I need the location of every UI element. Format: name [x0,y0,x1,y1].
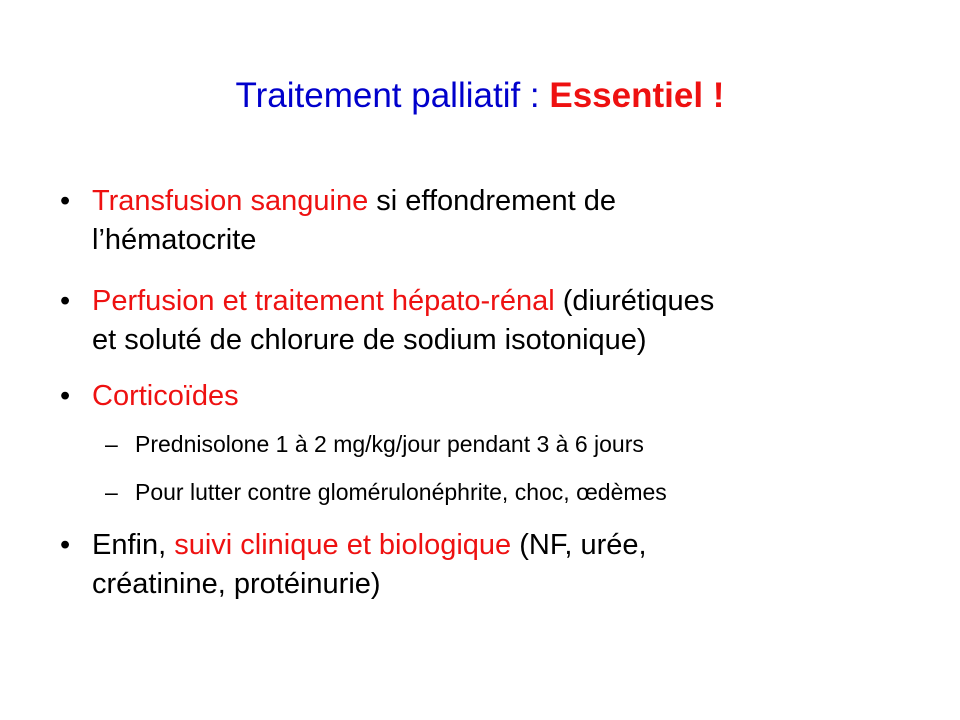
bullet-line [92,526,912,565]
title-main: Traitement palliatif : [235,76,550,115]
bullet-highlight: Corticoïdes [92,380,239,412]
bullet-transfusion [60,182,912,260]
bullet-marker: • [60,529,71,561]
bullet-text: (diurétiques [554,285,715,317]
title-accent: Essentiel ! [549,76,725,115]
sub-bullet-text: Pour lutter contre glomérulonéphrite, choc, œdèmes [135,479,667,505]
sub-bullet-marker: – [105,479,118,505]
bullet-marker: • [60,285,71,317]
bullet-text: si effondrement de [368,185,616,217]
sub-bullet-marker: – [105,431,118,457]
bullet-corticoides [60,377,912,416]
bullet-line-continuation: créatinine, protéinurie) [92,568,381,600]
sub-bullet-lutter [105,476,915,508]
sub-bullet-text: Prednisolone 1 à 2 mg/kg/jour pendant 3 à 6 jours [135,431,644,457]
bullet-prefix: Enfin, [92,529,175,561]
bullet-line [92,282,912,321]
bullet-line-continuation: et soluté de chlorure de sodium isotonique) [92,324,647,356]
bullet-line [92,182,912,221]
bullet-highlight: Transfusion sanguine [92,185,369,217]
bullet-text: (NF, urée, [511,529,647,561]
bullet-suivi [60,526,912,604]
bullet-line-continuation: l’hématocrite [92,224,257,256]
bullet-highlight: suivi clinique et biologique [174,529,512,561]
bullet-highlight: Perfusion et traitement hépato-rénal [92,285,555,317]
bullet-marker: • [60,185,71,217]
sub-bullet-prednisolone [105,428,915,460]
bullet-marker: • [60,380,71,412]
bullet-perfusion [60,282,912,360]
